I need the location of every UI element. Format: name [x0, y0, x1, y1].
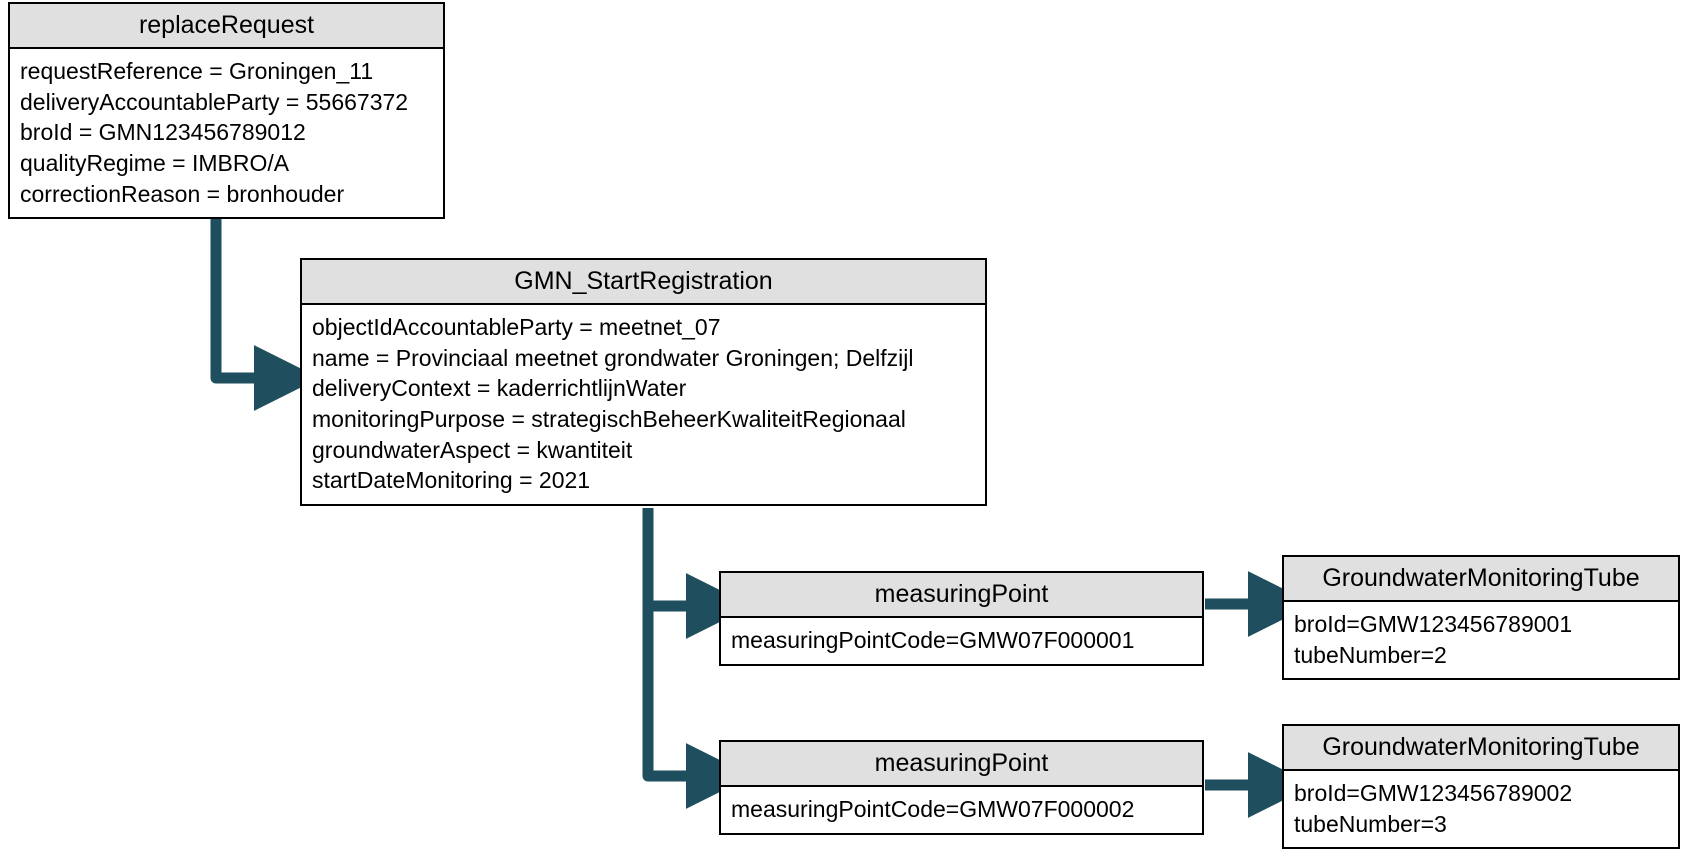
attribute-row: tubeNumber=3: [1294, 810, 1447, 837]
attribute-row: startDateMonitoring = 2021: [312, 467, 591, 494]
attribute-row: groundwaterAspect = kwantiteit: [312, 436, 633, 463]
node-attributes: [721, 787, 1202, 833]
node-replacerequest[interactable]: [8, 2, 445, 219]
attribute-row: broId = GMN123456789012: [20, 119, 306, 146]
node-gmn-startregistration[interactable]: [300, 258, 987, 506]
node-title: replaceRequest: [10, 4, 443, 49]
node-title: GroundwaterMonitoringTube: [1284, 726, 1678, 771]
node-title: measuringPoint: [721, 573, 1202, 618]
node-measuringpoint-2[interactable]: [719, 740, 1204, 835]
node-attributes: [10, 49, 443, 217]
node-measuringpoint-1[interactable]: [719, 571, 1204, 666]
attribute-row: correctionReason = bronhouder: [20, 180, 345, 207]
attribute-row: qualityRegime = IMBRO/A: [20, 149, 290, 176]
edge-startregistration-to-measuringpoint-1: [648, 508, 710, 606]
attribute-row: deliveryAccountableParty = 55667372: [20, 88, 409, 115]
attribute-row: measuringPointCode=GMW07F000002: [731, 796, 1135, 823]
node-attributes: [1284, 771, 1678, 847]
attribute-row: broId=GMW123456789002: [1294, 780, 1573, 807]
node-attributes: [302, 305, 985, 503]
attribute-row: objectIdAccountableParty = meetnet_07: [312, 314, 721, 341]
attribute-row: deliveryContext = kaderrichtlijnWater: [312, 375, 687, 402]
node-title: measuringPoint: [721, 742, 1202, 787]
node-groundwatermonitoringtube-1[interactable]: [1282, 555, 1680, 680]
attribute-row: tubeNumber=2: [1294, 641, 1447, 668]
attribute-row: name = Provinciaal meetnet grondwater Groningen; Delfzijl: [312, 344, 914, 371]
edge-startregistration-to-measuringpoint-2: [648, 508, 710, 776]
node-title: GMN_StartRegistration: [302, 260, 985, 305]
edge-replacerequest-to-startregistration: [216, 218, 278, 378]
attribute-row: monitoringPurpose = strategischBeheerKwaliteitRegionaal: [312, 405, 906, 432]
node-attributes: [1284, 602, 1678, 678]
node-attributes: [721, 618, 1202, 664]
node-title: GroundwaterMonitoringTube: [1284, 557, 1678, 602]
attribute-row: measuringPointCode=GMW07F000001: [731, 627, 1135, 654]
attribute-row: requestReference = Groningen_11: [20, 58, 374, 85]
attribute-row: broId=GMW123456789001: [1294, 611, 1573, 638]
node-groundwatermonitoringtube-2[interactable]: [1282, 724, 1680, 849]
